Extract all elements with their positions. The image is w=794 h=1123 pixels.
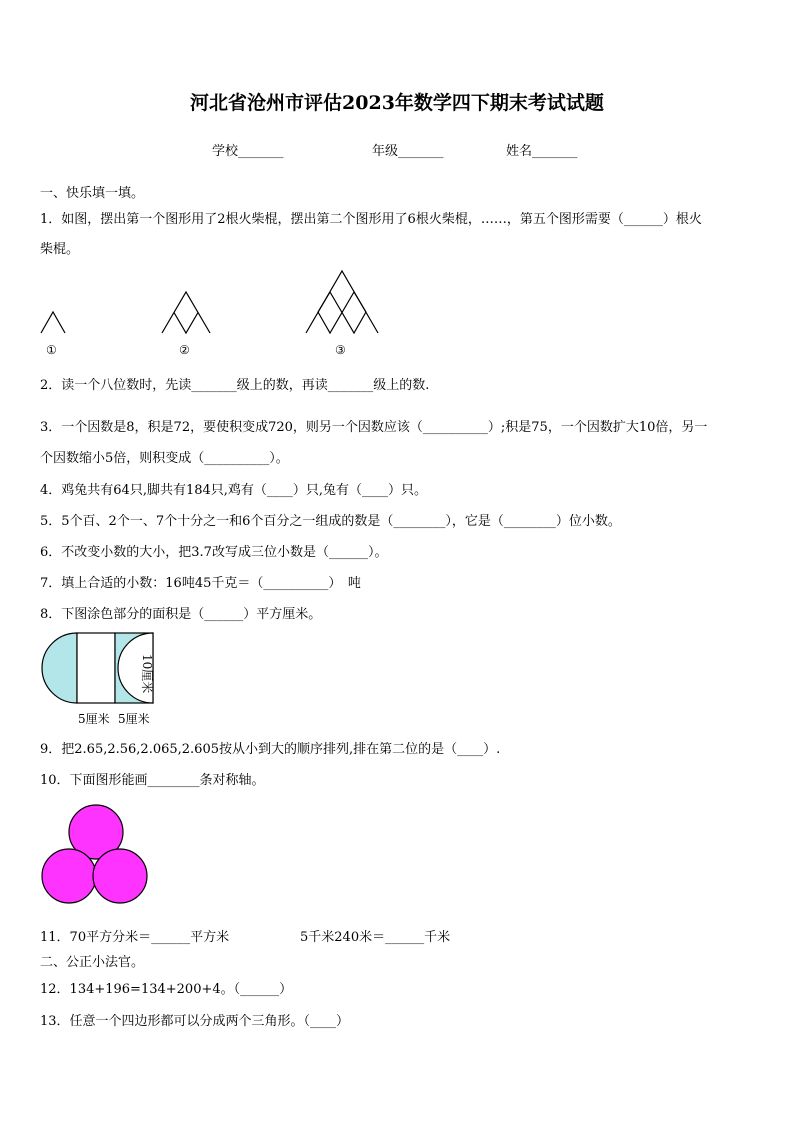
dimension-width-label-2: 5厘米 [118,712,150,726]
question-11-part-b: 5千米240米＝______千米 [300,930,451,945]
question-13: 13．任意一个四边形都可以分成两个三角形。（____） [40,1014,350,1029]
question-8: 8．下图涂色部分的面积是（______）平方厘米。 [40,607,322,622]
matchstick-figure-2 [158,288,214,338]
question-3-line-2: 个因数缩小5倍，则积变成（__________）。 [40,451,289,466]
question-9: 9．把2.65,2.56,2.065,2.605按从小到大的顺序排列,排在第二位的是（____）. [40,742,501,757]
question-6: 6．不改变小数的大小，把3.7改写成三位小数是（______）。 [40,545,388,560]
question-7: 7．填上合适的小数：16吨45千克＝（__________） 吨 [40,576,361,591]
matchstick-figure-3 [302,266,382,338]
name-field: 姓名_______ [506,144,578,159]
matchstick-figure-1 [38,305,72,339]
dimension-width-label-1: 5厘米 [78,712,110,726]
figure-2-label: ② [179,343,190,357]
figure-1-label: ① [46,343,57,357]
question-5: 5．5个百、2个一、7个十分之一和6个百分之一组成的数是（________），它是（________）位小数。 [40,514,621,529]
question-10: 10．下面图形能画________条对称轴。 [40,773,265,788]
section-1-heading: 一、快乐填一填。 [40,186,145,201]
grade-field: 年级_______ [372,144,444,159]
page-title: 河北省沧州市评估2023年数学四下期末考试试题 [190,92,604,114]
question-3-line-1: 3．一个因数是8，积是72，要使积变成720，则另一个因数应该（__________）;积是75，一个因数扩大10倍，另一 [40,420,708,435]
question-2: 2．读一个八位数时，先读_______级上的数，再读_______级上的数. [40,378,430,393]
dimension-height-label: 10厘米 [140,654,154,694]
school-field: 学校_______ [212,144,284,159]
question-11-part-a: 11．70平方分米＝______平方米 [40,930,230,945]
figure-3-label: ③ [335,343,346,357]
section-2-heading: 二、公正小法官。 [40,955,145,970]
question-4: 4．鸡兔共有64只,脚共有184只,鸡有（____）只,兔有（____）只。 [40,483,428,498]
question-12: 12．134+196=134+200+4。（______） [40,982,293,997]
question-1-line-1: 1．如图，摆出第一个图形用了2根火柴棍，摆出第二个图形用了6根火柴棍，……，第五个图形需要（______）根火 [40,212,702,227]
question-1-line-2: 柴棍。 [40,242,80,257]
three-circles-figure [38,800,150,908]
